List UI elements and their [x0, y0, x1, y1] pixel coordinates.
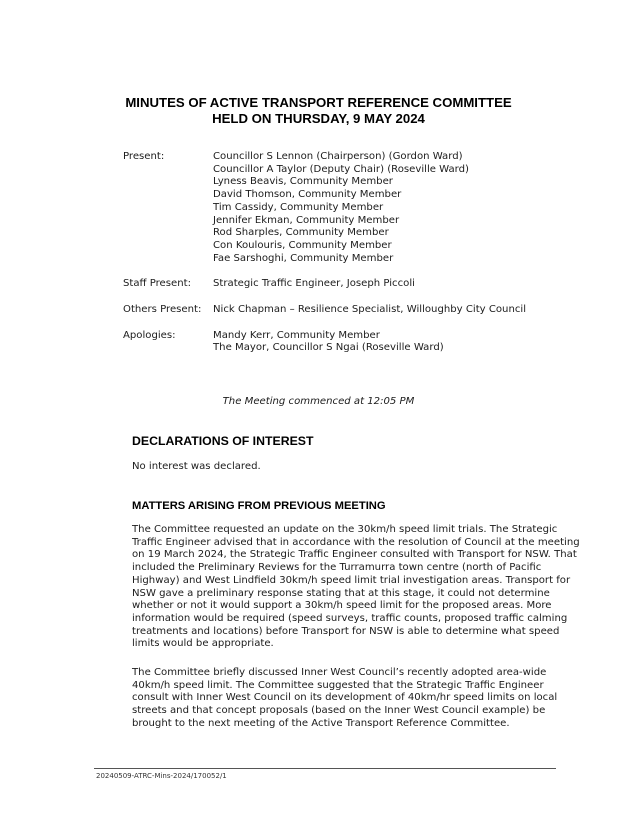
others-present-label: Others Present:	[123, 304, 202, 316]
matters-paragraph-2	[132, 667, 558, 731]
paragraph-line: Traffic Engineer advised that in accordance with the resolution of Council at the meeting	[132, 536, 580, 548]
present-name: Fae Sarshoghi, Community Member	[213, 252, 394, 264]
footer-divider	[94, 768, 556, 769]
paragraph-line: NSW gave a preliminary response stating that at this stage, it could not determine	[132, 587, 550, 599]
present-name: Tim Cassidy, Community Member	[213, 201, 384, 213]
paragraph-line: on 19 March 2024, the Strategic Traffic Engineer consulted with Transport for NSW. That	[132, 549, 577, 561]
staff-present-label: Staff Present:	[123, 278, 191, 290]
present-name: Jennifer Ekman, Community Member	[213, 214, 400, 226]
declarations-text: No interest was declared.	[132, 461, 261, 472]
staff-name: Strategic Traffic Engineer, Joseph Piccoli	[213, 278, 415, 290]
footer-document-reference: 20240509-ATRC-Mins-2024/170052/1	[96, 772, 227, 780]
paragraph-line: Highway) and West Lindfield 30km/h speed limit trial investigation areas. Transport for	[132, 574, 571, 586]
paragraph-line: The Committee briefly discussed Inner West Council’s recently adopted area-wide	[132, 667, 547, 678]
present-names	[213, 151, 543, 265]
document-title-line-1: MINUTES OF ACTIVE TRANSPORT REFERENCE COMMITTEE	[125, 95, 512, 110]
attendance-section	[123, 151, 543, 355]
declarations-heading: DECLARATIONS OF INTEREST	[132, 434, 314, 448]
paragraph-line: 40km/h speed limit. The Committee suggested that the Strategic Traffic Engineer	[132, 679, 544, 691]
paragraph-line: treatments and locations) before Transport for NSW is able to determine what speed	[132, 625, 560, 637]
others-present-names	[213, 304, 543, 317]
others-present-row	[123, 304, 543, 317]
present-name: Rod Sharples, Community Member	[213, 227, 389, 239]
apologies-names	[213, 330, 543, 355]
paragraph-line: streets and that concept proposals (based on the Inner West Council example) be	[132, 705, 546, 717]
apologies-label: Apologies:	[123, 329, 176, 341]
present-name: Lyness Beavis, Community Member	[213, 176, 393, 188]
apology-name: Mandy Kerr, Community Member	[213, 329, 380, 341]
paragraph-line: information would be required (speed surveys, traffic counts, proposed traffic calming	[132, 612, 568, 624]
document-title-line-2: HELD ON THURSDAY, 9 MAY 2024	[212, 111, 425, 126]
meeting-commenced-note: The Meeting commenced at 12:05 PM	[222, 396, 415, 407]
present-name: Councillor A Taylor (Deputy Chair) (Roseville Ward)	[213, 163, 469, 175]
paragraph-line: whether or not it would support a 30km/h speed limit for the proposed areas. More	[132, 600, 552, 612]
matters-arising-heading: MATTERS ARISING FROM PREVIOUS MEETING	[132, 500, 386, 512]
matters-paragraph-1	[132, 524, 580, 651]
paragraph-line: included the Preliminary Reviews for the Turramurra town centre (north of Pacific	[132, 562, 542, 574]
present-name: Councillor S Lennon (Chairperson) (Gordon Ward)	[213, 151, 463, 162]
present-name: David Thomson, Community Member	[213, 189, 402, 201]
paragraph-line: limits would be appropriate.	[132, 638, 274, 650]
apology-name: The Mayor, Councillor S Ngai (Roseville Ward)	[213, 342, 444, 354]
paragraph-line: brought to the next meeting of the Active Transport Reference Committee.	[132, 717, 510, 729]
apologies-row	[123, 330, 543, 355]
staff-present-names	[213, 278, 543, 291]
present-label: Present:	[123, 151, 165, 162]
present-row	[123, 151, 543, 265]
others-name: Nick Chapman – Resilience Specialist, Willoughby City Council	[213, 304, 527, 316]
present-name: Con Koulouris, Community Member	[213, 239, 392, 251]
paragraph-line: consult with Inner West Council on its development of 40km/hr speed limits on local	[132, 692, 558, 704]
staff-present-row	[123, 278, 543, 291]
paragraph-line: The Committee requested an update on the 30km/h speed limit trials. The Strategic	[132, 524, 558, 535]
